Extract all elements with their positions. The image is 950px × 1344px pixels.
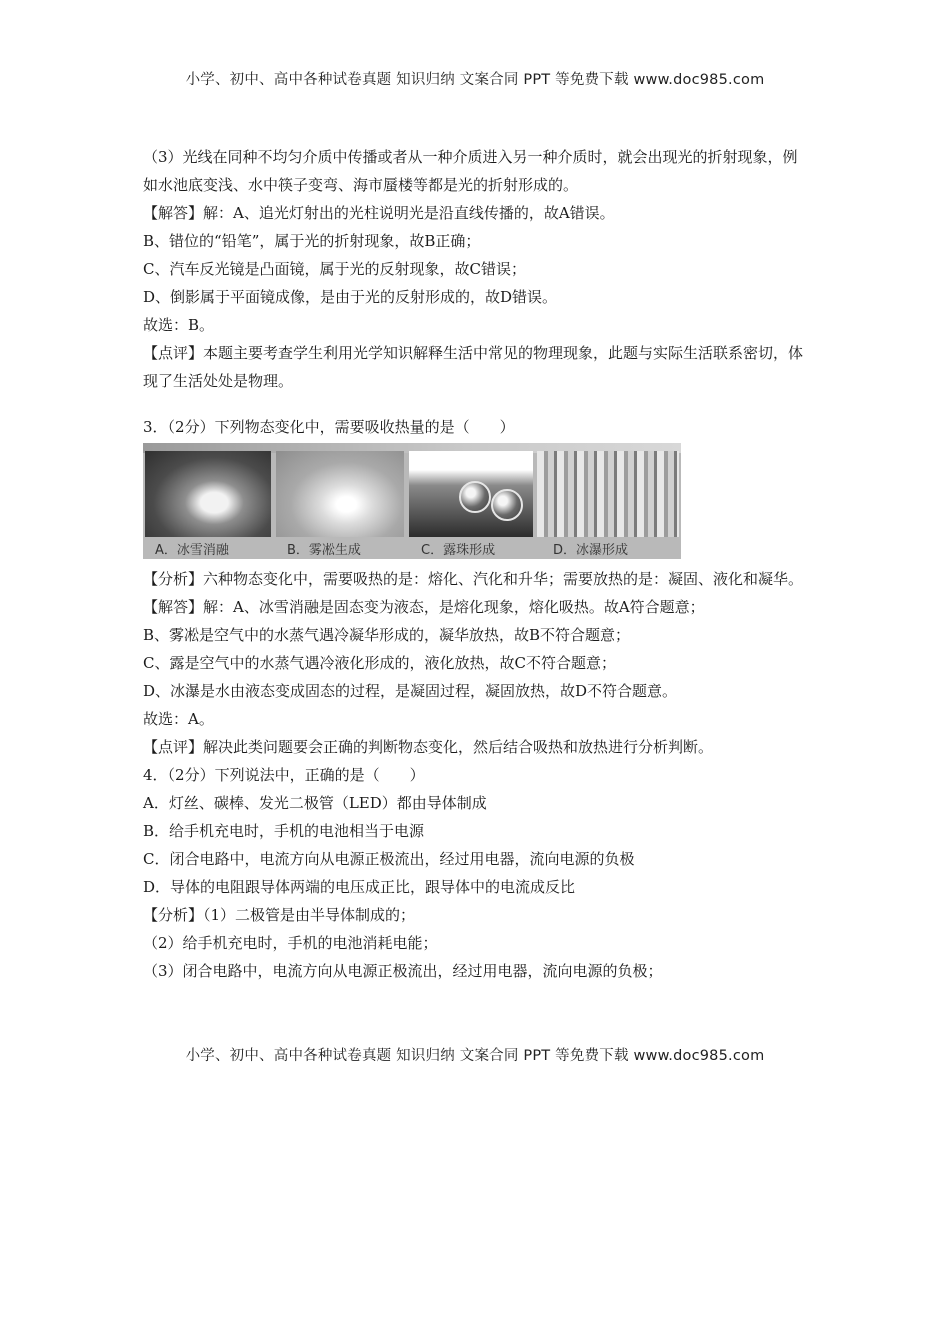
analysis-q3: 【分析】六种物态变化中，需要吸热的是：熔化、汽化和升华；需要放热的是：凝固、液化和凝华。 [143,570,804,588]
answer-a-q2: 【解答】解：A、追光灯射出的光柱说明光是沿直线传播的，故A错误。 [143,204,615,222]
photo-rime [276,451,404,537]
choice-q3: 故选：A。 [143,710,214,728]
page-header: 小学、初中、高中各种试卷真题 知识归纳 文案合同 PPT 等免费下载 www.doc985.com [185,72,765,88]
spacer [143,395,811,413]
answer-b-q3: B、雾凇是空气中的水蒸气遇冷凝华形成的，凝华放热，故B不符合题意； [143,626,631,644]
photo-dew-drops [409,451,533,537]
option-a-q4: A．灯丝、碳棒、发光二极管（LED）都由导体制成 [143,794,487,812]
document-body [143,143,811,985]
analysis-1-q4: 【分析】（1）二极管是由半导体制成的； [143,906,416,924]
comment-q3: 【点评】解决此类问题要会正确的判断物态变化，然后结合吸热和放热进行分析判断。 [143,738,714,756]
caption-c: C．露珠形成 [421,543,496,558]
photo-melting-snow [145,451,271,537]
page-footer: 小学、初中、高中各种试卷真题 知识归纳 文案合同 PPT 等免费下载 www.doc985.com [185,1048,765,1064]
answer-b-q2: B、错位的“铅笔”，属于光的折射现象，故B正确； [143,232,481,250]
answer-d-q3: D、冰瀑是水由液态变成固态的过程，是凝固过程，凝固放热，故D不符合题意。 [143,682,678,700]
choice-q2: 故选：B。 [143,316,215,334]
option-c-q4: C．闭合电路中，电流方向从电源正极流出，经过用电器，流向电源的负极 [143,850,635,868]
comment-q2: 【点评】本题主要考查学生利用光学知识解释生活中常见的物理现象，此题与实际生活联系密切，体现了生活处处是物理。 [143,344,804,390]
refraction-explanation: （3）光线在同种不均匀介质中传播或者从一种介质进入另一种介质时，就会出现光的折射现象，例如水池底变浅、水中筷子变弯、海市蜃楼等都是光的折射形成的。 [143,148,798,194]
dew-drop-left [459,481,491,513]
answer-c-q2: C、汽车反光镜是凸面镜，属于光的反射现象，故C错误； [143,260,526,278]
analysis-3-q4: （3）闭合电路中，电流方向从电源正极流出，经过用电器，流向电源的负极； [143,962,663,980]
answer-d-q2: D、倒影属于平面镜成像，是由于光的反射形成的，故D错误。 [143,288,558,306]
question4-stem: 4．（2分）下列说法中，正确的是（ ） [143,766,425,784]
analysis-2-q4: （2）给手机充电时，手机的电池消耗电能； [143,934,438,952]
option-b-q4: B．给手机充电时，手机的电池相当于电源 [143,822,425,840]
dew-drop-right [491,489,523,521]
answer-c-q3: C、露是空气中的水蒸气遇冷液化形成的，液化放热，故C不符合题意； [143,654,616,672]
photo-ice-waterfall [537,451,679,537]
caption-d: D．冰瀑形成 [553,543,629,558]
option-d-q4: D．导体的电阻跟导体两端的电压成正比，跟导体中的电流成反比 [143,878,576,896]
caption-a: A．冰雪消融 [155,543,229,558]
question3-stem: 3．（2分）下列物态变化中，需要吸收热量的是（ ） [143,418,515,436]
answer-a-q3: 【解答】解：A、冰雪消融是固态变为液态，是熔化现象，熔化吸热。故A符合题意； [143,598,705,616]
phase-change-figure [143,443,681,559]
caption-b: B．雾凇生成 [287,543,361,558]
